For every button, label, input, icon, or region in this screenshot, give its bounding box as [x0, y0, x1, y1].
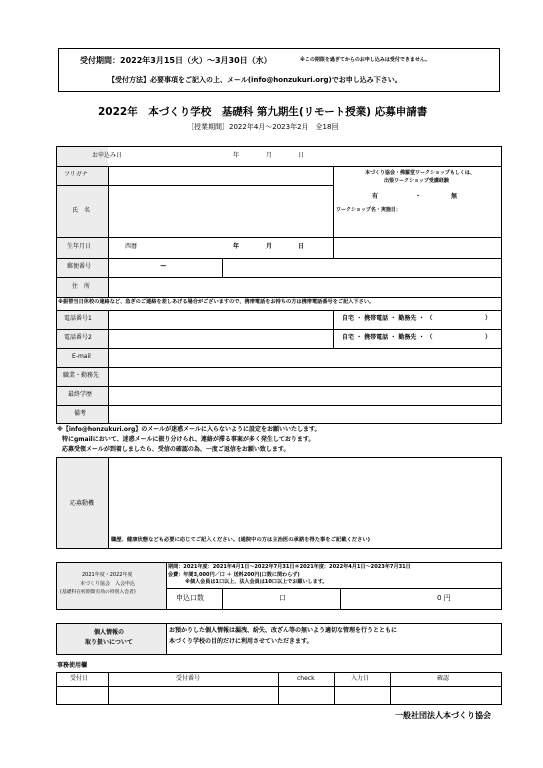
reception-method: 【受付方法】必要事項をご記入の上、メール(info@honzukuri.org)でお申し込み下さい。	[108, 76, 402, 84]
office-header-received-number: 受付番号	[176, 675, 201, 682]
membership-units-label: 申込口数	[176, 594, 204, 602]
footer-organization: 一般社団法人本づくり協会	[395, 711, 491, 720]
remarks-input[interactable]	[110, 407, 500, 423]
furigana-label: フリガナ	[64, 171, 88, 178]
phone1-close: ）	[485, 315, 492, 322]
phone-note: ※振替当日休校の連絡など、急ぎのご連絡を差しあげる場合がございますので、携帯電話をお持ちの方は携帯電話番号をご記入下さい。	[58, 299, 375, 305]
motivation-label: 応募動機	[70, 500, 95, 507]
page-title: 2022年 本づくり学校 基礎科 第九期生(リモート授業) 応募申請書	[98, 106, 428, 118]
phone2-close: ）	[485, 334, 492, 341]
phone2-type[interactable]: 自宅 ・ 携帯電話 ・ 勤務先 ・ （	[342, 334, 433, 341]
birth-date-input[interactable]	[145, 239, 331, 256]
phone2-input[interactable]	[110, 331, 331, 347]
phone1-type[interactable]: 自宅 ・ 携帯電話 ・ 勤務先 ・ （	[342, 315, 433, 322]
office-use-table	[56, 672, 502, 705]
membership-fee: 会費：年間3,000円／口 ＋ 送料200円(口数に関わらず)	[168, 572, 300, 578]
application-date-month: 月	[266, 152, 273, 159]
label-shade	[57, 147, 108, 297]
phone2-label: 電話番号2	[64, 334, 92, 341]
notice-box	[58, 48, 500, 92]
workshop-dot: ・	[415, 193, 422, 200]
motivation-note: 職歴、健康状態なども必要に応じてご記入ください。(通院中の方は主治医の承諾を得た事をご記載ください)	[111, 537, 371, 543]
application-date-day: 日	[298, 152, 305, 159]
birth-date-label: 生年月日	[67, 243, 92, 250]
office-header-input-date: 入力日	[351, 675, 370, 682]
privacy-label-line1: 個人情報の	[94, 629, 125, 636]
education-input[interactable]	[110, 388, 500, 404]
membership-units-suffix: 口	[279, 594, 286, 602]
occupation-input[interactable]	[110, 369, 500, 385]
reception-period-note: ※この期限を過ぎてからのお申し込みは受付できません。	[300, 57, 431, 63]
email-input[interactable]	[110, 350, 500, 366]
birth-month: 月	[266, 243, 273, 250]
privacy-text-line2: 本づくり学校の目的だけに利用させていただきます。	[169, 638, 313, 645]
page-subtitle: ［授業期間］2022年4月〜2023年2月 全18回	[187, 123, 339, 131]
membership-label-line1: 2021年度・2022年度	[82, 572, 133, 578]
birth-day: 日	[298, 243, 305, 250]
privacy-text-line1: お預かりした個人情報は漏洩、紛失、改ざん等の無いよう適切な管理を行うとともに	[169, 627, 398, 634]
furigana-input[interactable]	[110, 168, 331, 184]
workshop-yes-option[interactable]: 有	[372, 193, 379, 200]
birth-era: 西暦	[125, 243, 138, 250]
membership-label-line3: (基礎科在校期間有効の特別入会者)	[60, 590, 136, 595]
membership-amount: 0 円	[437, 594, 451, 602]
workshop-name-label: ワークショップ名・実施日：	[336, 207, 401, 213]
workshop-no-option[interactable]: 無	[451, 193, 458, 200]
privacy-label-line2: 取り扱いについて	[85, 639, 133, 646]
postal-code-input[interactable]	[110, 260, 220, 276]
application-date-input[interactable]	[140, 148, 330, 165]
workshop-name-input[interactable]	[336, 215, 500, 255]
postal-code-label: 郵便番号	[67, 263, 92, 270]
application-date-year: 年	[233, 152, 240, 159]
office-header-confirm: 確認	[437, 675, 450, 682]
email-note-1: ※【info@honzukuri.org】のメールが迷惑メールに入らないように設定をお願いいたします。	[57, 426, 321, 433]
name-input[interactable]	[110, 187, 331, 235]
education-label: 最終学歴	[68, 391, 93, 398]
remarks-label: 備考	[74, 410, 87, 417]
office-use-title: 事務使用欄	[57, 662, 88, 669]
office-header-check: check	[297, 675, 315, 682]
membership-fee-note: ※個人会員は1口以上、法人会員は10口以上でお願いします。	[185, 579, 328, 585]
address-input[interactable]	[110, 279, 500, 296]
phone1-input[interactable]	[110, 312, 331, 328]
workshop-title-line2: 出張ワークショップ受講経験	[384, 178, 449, 184]
membership-label-line2: 本づくり協会 入会申込	[80, 581, 136, 587]
email-note-3: 応募受領メールが到着しましたら、受信の確認の為、一度ご返信をお願い致します。	[62, 446, 290, 453]
phone1-label: 電話番号1	[64, 315, 92, 322]
address-label: 住 所	[72, 283, 91, 290]
birth-year: 年	[233, 243, 240, 250]
office-header-received-date: 受付日	[70, 675, 89, 682]
email-label: E-mail	[72, 353, 91, 360]
application-date-label: お申込み日	[92, 152, 123, 159]
postal-code-dash: ー	[160, 262, 167, 270]
name-label: 氏 名	[72, 207, 91, 214]
motivation-input[interactable]	[110, 459, 500, 535]
occupation-label: 職業・勤務先	[63, 372, 100, 379]
workshop-title-line1: 本づくり協会・佛羅堂ワークショップもしくは、	[365, 170, 475, 176]
membership-period: 期間：2021年度：2021年4月1日〜2022年7月31日＊2021年度：2022年4月1日〜2023年7月31日	[168, 564, 411, 570]
reception-period: 受付期間：2022年3月15日（火）〜3月30日（水）	[80, 56, 272, 65]
email-note-2: 特にgmailにおいて、迷惑メールに振り分けられ、連絡が滞る事案が多く発生しております。	[62, 436, 315, 443]
